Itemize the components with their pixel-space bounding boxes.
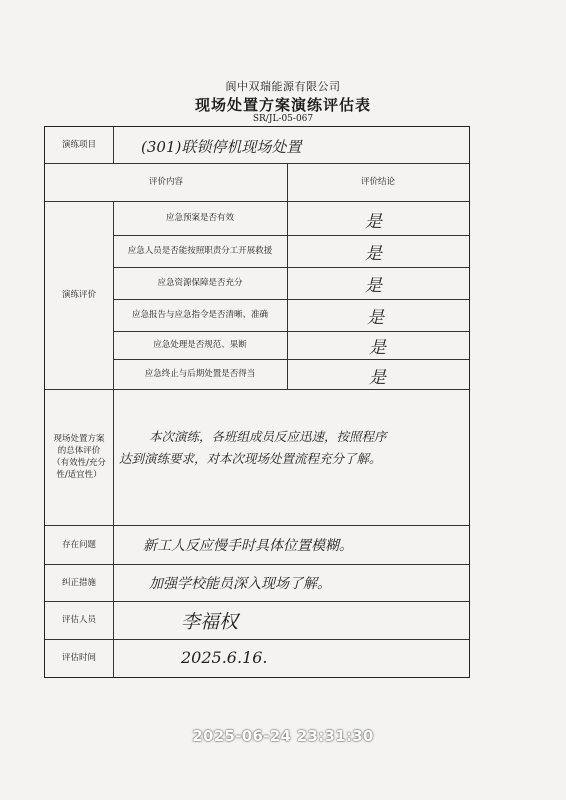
overall-line-1: 本次演练，各班组成员反应迅速，按照程序 bbox=[149, 429, 387, 444]
criterion-result: 是 bbox=[367, 308, 384, 328]
content-header: 评价内容 bbox=[148, 177, 183, 187]
evaluation-label: 演练评价 bbox=[61, 290, 96, 300]
conclusion-header: 评价结论 bbox=[360, 177, 395, 187]
overall-label: 现场处置方案的总体评价（有效性/充分性/适宜性） bbox=[52, 434, 106, 480]
criterion-text: 应急终止与后期处置是否得当 bbox=[144, 369, 256, 379]
document-code: SR/JL-05-067 bbox=[252, 114, 314, 124]
criterion-result: 是 bbox=[365, 276, 382, 296]
problems-label: 存在问题 bbox=[61, 539, 96, 550]
criterion-result: 是 bbox=[369, 338, 386, 358]
drill-item-value: (301)联锁停机现场处置 bbox=[141, 138, 302, 156]
criterion-result: 是 bbox=[365, 244, 382, 264]
criterion-text: 应急预案是否有效 bbox=[165, 213, 234, 223]
column-divider bbox=[113, 127, 114, 163]
company-name: 阆中双瑞能源有限公司 bbox=[225, 80, 341, 93]
document-title: 现场处置方案演练评估表 bbox=[194, 96, 371, 114]
corrective-value: 加强学校能员深入现场了解。 bbox=[149, 576, 331, 592]
column-divider bbox=[287, 201, 288, 389]
capture-timestamp: 2025-06-24 23:31:30 bbox=[192, 727, 374, 745]
evaluation-form bbox=[44, 126, 470, 678]
time-label: 评估时间 bbox=[61, 653, 96, 663]
problems-value: 新工人反应慢手时具体位置模糊。 bbox=[143, 538, 353, 554]
corrective-label: 纠正措施 bbox=[61, 577, 96, 588]
overall-line-2: 达到演练要求，对本次现场处置流程充分了解。 bbox=[119, 451, 382, 466]
criterion-result: 是 bbox=[369, 368, 386, 388]
time-value: 2025.6.16. bbox=[181, 648, 268, 667]
evaluator-label: 评估人员 bbox=[61, 615, 96, 625]
criterion-text: 应急人员是否能按照职责分工开展救援 bbox=[127, 246, 273, 256]
criterion-result: 是 bbox=[365, 212, 382, 232]
evaluator-signature: 李福权 bbox=[181, 611, 239, 633]
criterion-text: 应急报告与应急指令是否清晰、准确 bbox=[131, 310, 268, 320]
criterion-text: 应急资源保障是否充分 bbox=[157, 278, 243, 288]
column-divider bbox=[113, 389, 114, 677]
drill-item-label: 演练项目 bbox=[61, 140, 96, 150]
criterion-text: 应急处理是否规范、果断 bbox=[153, 340, 247, 350]
